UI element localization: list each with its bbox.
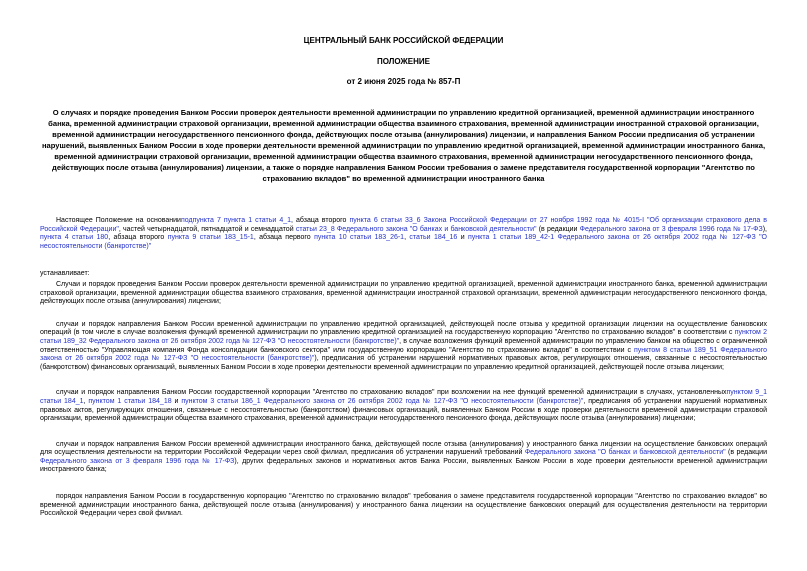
text-run: (в редакции bbox=[725, 449, 767, 457]
text-run: Настоящее Положение на основании bbox=[56, 217, 181, 224]
text-run: , предписания об устранении нарушений нормативных правовых актов, регулирующих отношения, связанные с несостоятельностью (банкротством) финансовых организаций, выявленных Банком России в ходе проверки деятельности временной администрации страховой организации, временной администрации общества взаимного страхования, временной администрации негосударственного пенсионного фонда, действующих после отзыва (аннулирования) лицензии; bbox=[40, 397, 767, 423]
text-run: (в редакции bbox=[536, 225, 580, 233]
text-run: ), других федеральных законов и нормативных актов Банка России, выявленных Банком России в ходе проверки деятельности временной администрации иностранного банка; bbox=[40, 457, 768, 474]
legal-reference-link[interactable]: пункта 10 статьи 183_26-1 bbox=[314, 234, 405, 242]
legal-reference-link[interactable]: пунктом 9_1 статьи 184_1 bbox=[40, 389, 767, 405]
text-run: , частей четырнадцатой, пятнадцатой и семнадцатой bbox=[118, 225, 296, 233]
text-run: случаи и порядок направления Банком России государственной корпорации "Агентство по страхованию вкладов" при возложении на нее функций временной администрации в случаях, установленных bbox=[56, 389, 727, 397]
legal-reference-link[interactable]: пункта 1 статьи 189_42-1 Федерального закона от 26 октября 2002 года № 127-ФЗ "О несостоятельности (банкротстве)" bbox=[40, 234, 768, 250]
legal-reference-link[interactable]: пунктом 3 статьи 186_1 Федерального закона от 26 октября 2002 года № 127-ФЗ "О несостоятельности (банкротстве)" bbox=[181, 397, 584, 405]
document-type: ПОЛОЖЕНИЕ bbox=[377, 57, 430, 66]
text-run: порядок направления Банком России в государственную корпорацию "Агентство по страхованию вкладов" требования о замене представителя государственной корпорации "Агентство по страхованию вкладов" во временной администрации иностранного банка, действующей после отзыва (аннулирования) у иностранного банка лицензии на осуществление банковских операций для осуществления деятельности на территории Российской Федерации через свой филиал. bbox=[40, 493, 767, 518]
legal-reference-link[interactable]: пунктом 8 статьи 189_51 Федерального закона от 26 октября 2002 года № 127-ФЗ "О несостоятельности (банкротстве)" bbox=[40, 346, 767, 363]
body-paragraph-4 bbox=[40, 441, 767, 475]
legal-reference-link[interactable]: пунктом 1 статьи 184_18 bbox=[88, 397, 172, 405]
legal-reference-link[interactable]: пункта 9 статьи 183_15-1 bbox=[167, 234, 254, 242]
document-date-number: от 2 июня 2025 года № 857-П bbox=[346, 77, 461, 86]
body-paragraph-3 bbox=[40, 389, 767, 423]
body-paragraph-1 bbox=[40, 281, 767, 307]
text-run: ), предписания об устранении нарушений нормативных правовых актов, регулирующих отношения, связанные с несостоятельностью (банкротством) финансовых организаций, выявленных Банком России в ходе проверки деятельности временной администрации по управлению кредитной организацией, действующей после отзыва лицензии; bbox=[40, 355, 767, 371]
body-paragraph-2 bbox=[40, 321, 767, 373]
legal-reference-link[interactable]: Федерального закона от 3 февраля 1996 года № 17-ФЗ bbox=[40, 457, 235, 465]
establishes-label bbox=[40, 270, 767, 279]
legal-reference-link[interactable]: пункта 6 статьи 33_6 Закона Российской Федерации от 27 ноября 1992 года № 4015-I "Об организации страхового дела в Российской Федерации" bbox=[40, 217, 768, 233]
text-run: ), bbox=[762, 225, 767, 233]
text-run: устанавливает: bbox=[40, 270, 90, 278]
legal-reference-link[interactable]: Федерального закона от 3 февраля 1996 года № 17-ФЗ bbox=[579, 225, 763, 233]
text-run: , абзаца первого bbox=[253, 234, 315, 242]
text-run: , bbox=[404, 234, 410, 242]
legal-reference-link[interactable]: пункта 4 статьи 180 bbox=[40, 234, 109, 242]
text-run: и bbox=[171, 397, 182, 405]
text-run: , абзаца второго bbox=[291, 217, 350, 224]
text-run: Случаи и порядок проведения Банком России проверок деятельности временной администрации по управлению кредитной организацией, временной администрации иностранного банка, временной администрации страховой организации, временной администрации общества взаимного страхования, временной администрации иностранной страховой организации, временной администрации негосударственного пенсионного фонда, действующих после отзыва (аннулирования) лицензии; bbox=[40, 280, 767, 306]
preamble-paragraph bbox=[40, 217, 767, 251]
legal-reference-link[interactable]: статьи 184_16 bbox=[409, 234, 458, 242]
legal-reference-link[interactable]: подпункта 7 пункта 1 статьи 4_1 bbox=[180, 217, 292, 224]
text-run: и bbox=[457, 234, 469, 242]
text-run: , bbox=[83, 397, 89, 405]
document-title: О случаях и порядке проведения Банком России проверок деятельности временной администрации по управлению кредитной организацией, временной администрации иностранного банка, временной администрации страховой организации, временной администрации общества взаимного страхования, временной администрации иностранной страховой организации, временной администрации негосударственного пенсионного фонда, действующих после отзыва (аннулирования) лицензии, и направления Банком России предписания об устранении нарушений, выявленных Банком России в ходе проверки деятельности временной администрации по управлению кредитной организацией, временной администрации иностранного банка, временной администрации страховой организации, временной администрации общества взаимного страхования, временной администрации негосударственного пенсионного фонда, действующих после отзыва (аннулирования) лицензии, а также о порядке направления Банком России требования о замене представителя государственной корпорации "Агентство по страхованию вкладов" во временной администрации иностранного банка bbox=[41, 108, 766, 183]
text-run: , в случае возложения функций временной администрации по управлению банком на общество с ограниченной ответственностью "Управляющая компания Фонда консолидации банковского сектора" или государственную корпорацию "Агентство по страхованию вкладов" в соответствии с bbox=[40, 337, 768, 354]
text-run: случаи и порядок направления Банком России временной администрации по управлению кредитной организацией, действующей после отзыва у кредитной организации лицензии на осуществление банковских операций (в том числе в случае возложения функций временной администрации по управлению кредитной организацией на государственную корпорацию "Агентство по страхованию вкладов" в соответствии с bbox=[40, 320, 767, 337]
legal-reference-link[interactable]: Федерального закона "О банках и банковской деятельности" bbox=[524, 449, 726, 457]
issuer-name: ЦЕНТРАЛЬНЫЙ БАНК РОССИЙСКОЙ ФЕДЕРАЦИИ bbox=[303, 36, 504, 45]
legal-reference-link[interactable]: статьи 23_8 Федерального закона "О банках и банковской деятельности" bbox=[295, 225, 537, 233]
body-paragraph-5 bbox=[40, 493, 767, 519]
legal-reference-link[interactable]: пунктом 2 статьи 189_32 Федерального закона от 26 октября 2002 года № 127-ФЗ "О несостоятельности (банкротстве)" bbox=[40, 329, 768, 345]
text-run: случаи и порядок направления Банком России временной администрации иностранного банка, действующей после отзыва (аннулирования) у иностранного банка лицензии на осуществление банковских операций для осуществления деятельности на территории Российской Федерации через свой филиал, предписания об устранении нарушений требований bbox=[40, 440, 767, 457]
text-run: , абзаца второго bbox=[108, 234, 168, 242]
